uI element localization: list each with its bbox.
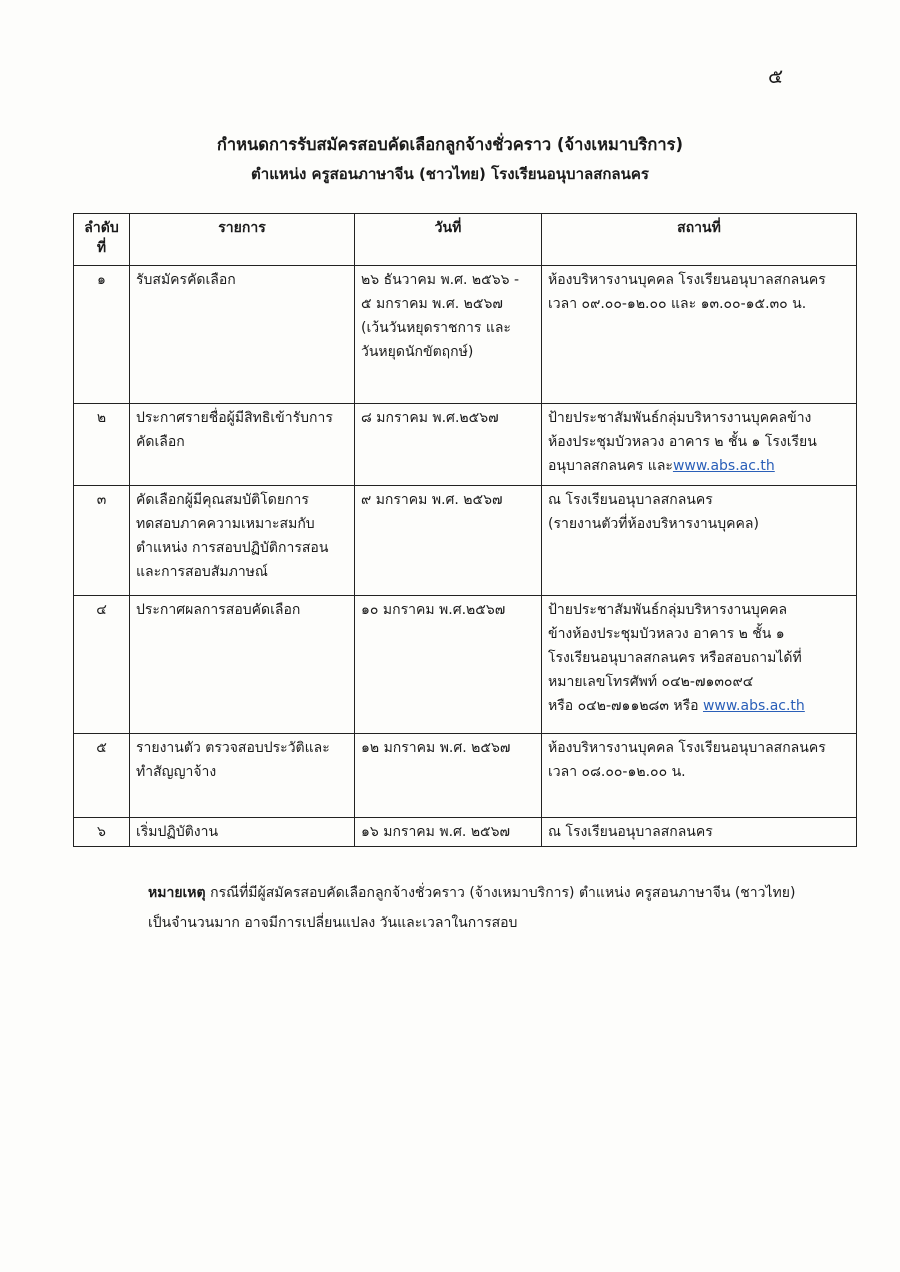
row-date-line: ๕ มกราคม พ.ศ. ๒๕๖๗ [361, 296, 503, 312]
row-item-line: ทดสอบภาคความเหมาะสมกับ [136, 516, 315, 532]
row-place-line: ห้องบริหารงานบุคคล โรงเรียนอนุบาลสกลนคร [548, 740, 826, 756]
row-no: ๖ [74, 818, 130, 847]
row-item-line: ทำสัญญาจ้าง [136, 764, 217, 780]
row-no: ๔ [74, 596, 130, 734]
row-place-line: เวลา ๐๙.๐๐-๑๒.๐๐ และ ๑๓.๐๐-๑๕.๓๐ น. [548, 296, 807, 312]
row-date [355, 404, 542, 486]
row-place-line [548, 694, 850, 718]
row-item-line: ประกาศรายชื่อผู้มีสิทธิเข้ารับการ [136, 410, 333, 426]
row-date [355, 818, 542, 847]
row-date-line: ๙ มกราคม พ.ศ. ๒๕๖๗ [361, 492, 503, 508]
row-item-line: ประกาศผลการสอบคัดเลือก [136, 602, 301, 618]
header-no [74, 214, 130, 266]
row-place-text: หรือ ๐๔๒-๗๑๑๒๘๓ หรือ [548, 698, 703, 714]
website-link[interactable]: www.abs.ac.th [672, 458, 775, 474]
row-date-line: ๑๐ มกราคม พ.ศ.๒๕๖๗ [361, 602, 506, 618]
row-place-line: ป้ายประชาสัมพันธ์กลุ่มบริหารงานบุคคลข้าง [548, 410, 812, 426]
row-no: ๓ [74, 486, 130, 596]
row-place-line: ข้างห้องประชุมบัวหลวง อาคาร ๒ ชั้น ๑ [548, 626, 785, 642]
page-number: ๕ [768, 64, 784, 88]
row-item-line: คัดเลือกผู้มีคุณสมบัติโดยการ [136, 492, 309, 508]
row-place-text: อนุบาลสกลนคร และ [548, 458, 673, 474]
row-date-line: ๑๒ มกราคม พ.ศ. ๒๕๖๗ [361, 740, 511, 756]
row-place [542, 596, 857, 734]
row-item [130, 818, 355, 847]
row-place [542, 404, 857, 486]
header-date: วันที่ [355, 214, 542, 266]
row-date-line: (เว้นวันหยุดราชการ และ [361, 320, 511, 336]
table-row [74, 486, 857, 596]
header-item: รายการ [130, 214, 355, 266]
row-place-line: ห้องบริหารงานบุคคล โรงเรียนอนุบาลสกลนคร [548, 272, 826, 288]
schedule-table [73, 213, 857, 847]
header-place: สถานที่ [542, 214, 857, 266]
row-item-line: รายงานตัว ตรวจสอบประวัติและ [136, 740, 330, 756]
row-place [542, 734, 857, 818]
note-label: หมายเหตุ [148, 885, 206, 901]
row-place-line [548, 454, 850, 478]
table-row [74, 734, 857, 818]
row-item-line: ตำแหน่ง การสอบปฏิบัติการสอน [136, 540, 329, 556]
row-place [542, 818, 857, 847]
row-no: ๕ [74, 734, 130, 818]
row-item-line: เริ่มปฏิบัติงาน [136, 824, 219, 840]
table-header-row [74, 214, 857, 266]
row-date-line: ๒๖ ธันวาคม พ.ศ. ๒๕๖๖ - [361, 272, 520, 288]
table-row [74, 818, 857, 847]
row-date-line: ๑๖ มกราคม พ.ศ. ๒๕๖๗ [361, 824, 511, 840]
row-date-line: วันหยุดนักขัตฤกษ์) [361, 344, 474, 360]
row-place-line: ห้องประชุมบัวหลวง อาคาร ๒ ชั้น ๑ โรงเรียน [548, 434, 817, 450]
header-no-line2: ที่ [96, 240, 107, 256]
row-date-line: ๘ มกราคม พ.ศ.๒๕๖๗ [361, 410, 499, 426]
row-no: ๑ [74, 266, 130, 404]
row-item-line: รับสมัครคัดเลือก [136, 272, 236, 288]
website-link[interactable]: www.abs.ac.th [702, 698, 805, 714]
row-place-line: ณ โรงเรียนอนุบาลสกลนคร [548, 824, 713, 840]
row-no: ๒ [74, 404, 130, 486]
row-item [130, 266, 355, 404]
row-place-line: หมายเลขโทรศัพท์ ๐๔๒-๗๑๓๐๙๔ [548, 674, 754, 690]
row-item [130, 486, 355, 596]
table-row [74, 266, 857, 404]
row-date [355, 266, 542, 404]
row-item [130, 404, 355, 486]
row-item-line: คัดเลือก [136, 434, 185, 450]
row-place [542, 266, 857, 404]
row-date [355, 596, 542, 734]
note-text: กรณีที่มีผู้สมัครสอบคัดเลือกลูกจ้างชั่วคราว (จ้างเหมาบริการ) ตำแหน่ง ครูสอนภาษาจีน (ชาวไทย) เป็นจำนวนมาก อาจมีการเปลี่ยนแปลง วันและเวลาในการสอบ [148, 885, 796, 931]
row-item [130, 734, 355, 818]
row-date [355, 734, 542, 818]
row-place-line: เวลา ๐๘.๐๐-๑๒.๐๐ น. [548, 764, 686, 780]
row-place [542, 486, 857, 596]
row-place-line: โรงเรียนอนุบาลสกลนคร หรือสอบถามได้ที่ [548, 650, 802, 666]
row-place-line: ป้ายประชาสัมพันธ์กลุ่มบริหารงานบุคคล [548, 602, 788, 618]
table-row [74, 404, 857, 486]
row-item-line: และการสอบสัมภาษณ์ [136, 564, 268, 580]
row-place-line: (รายงานตัวที่ห้องบริหารงานบุคคล) [548, 516, 759, 532]
header-no-line1: ลำดับ [84, 220, 119, 236]
row-date [355, 486, 542, 596]
row-item [130, 596, 355, 734]
table-row [74, 596, 857, 734]
document-subtitle: ตำแหน่ง ครูสอนภาษาจีน (ชาวไทย) โรงเรียนอนุบาลสกลนคร [251, 165, 649, 183]
note [148, 878, 808, 938]
document-title: กำหนดการรับสมัครสอบคัดเลือกลูกจ้างชั่วคราว (จ้างเหมาบริการ) [216, 135, 684, 154]
row-place-line: ณ โรงเรียนอนุบาลสกลนคร [548, 492, 713, 508]
